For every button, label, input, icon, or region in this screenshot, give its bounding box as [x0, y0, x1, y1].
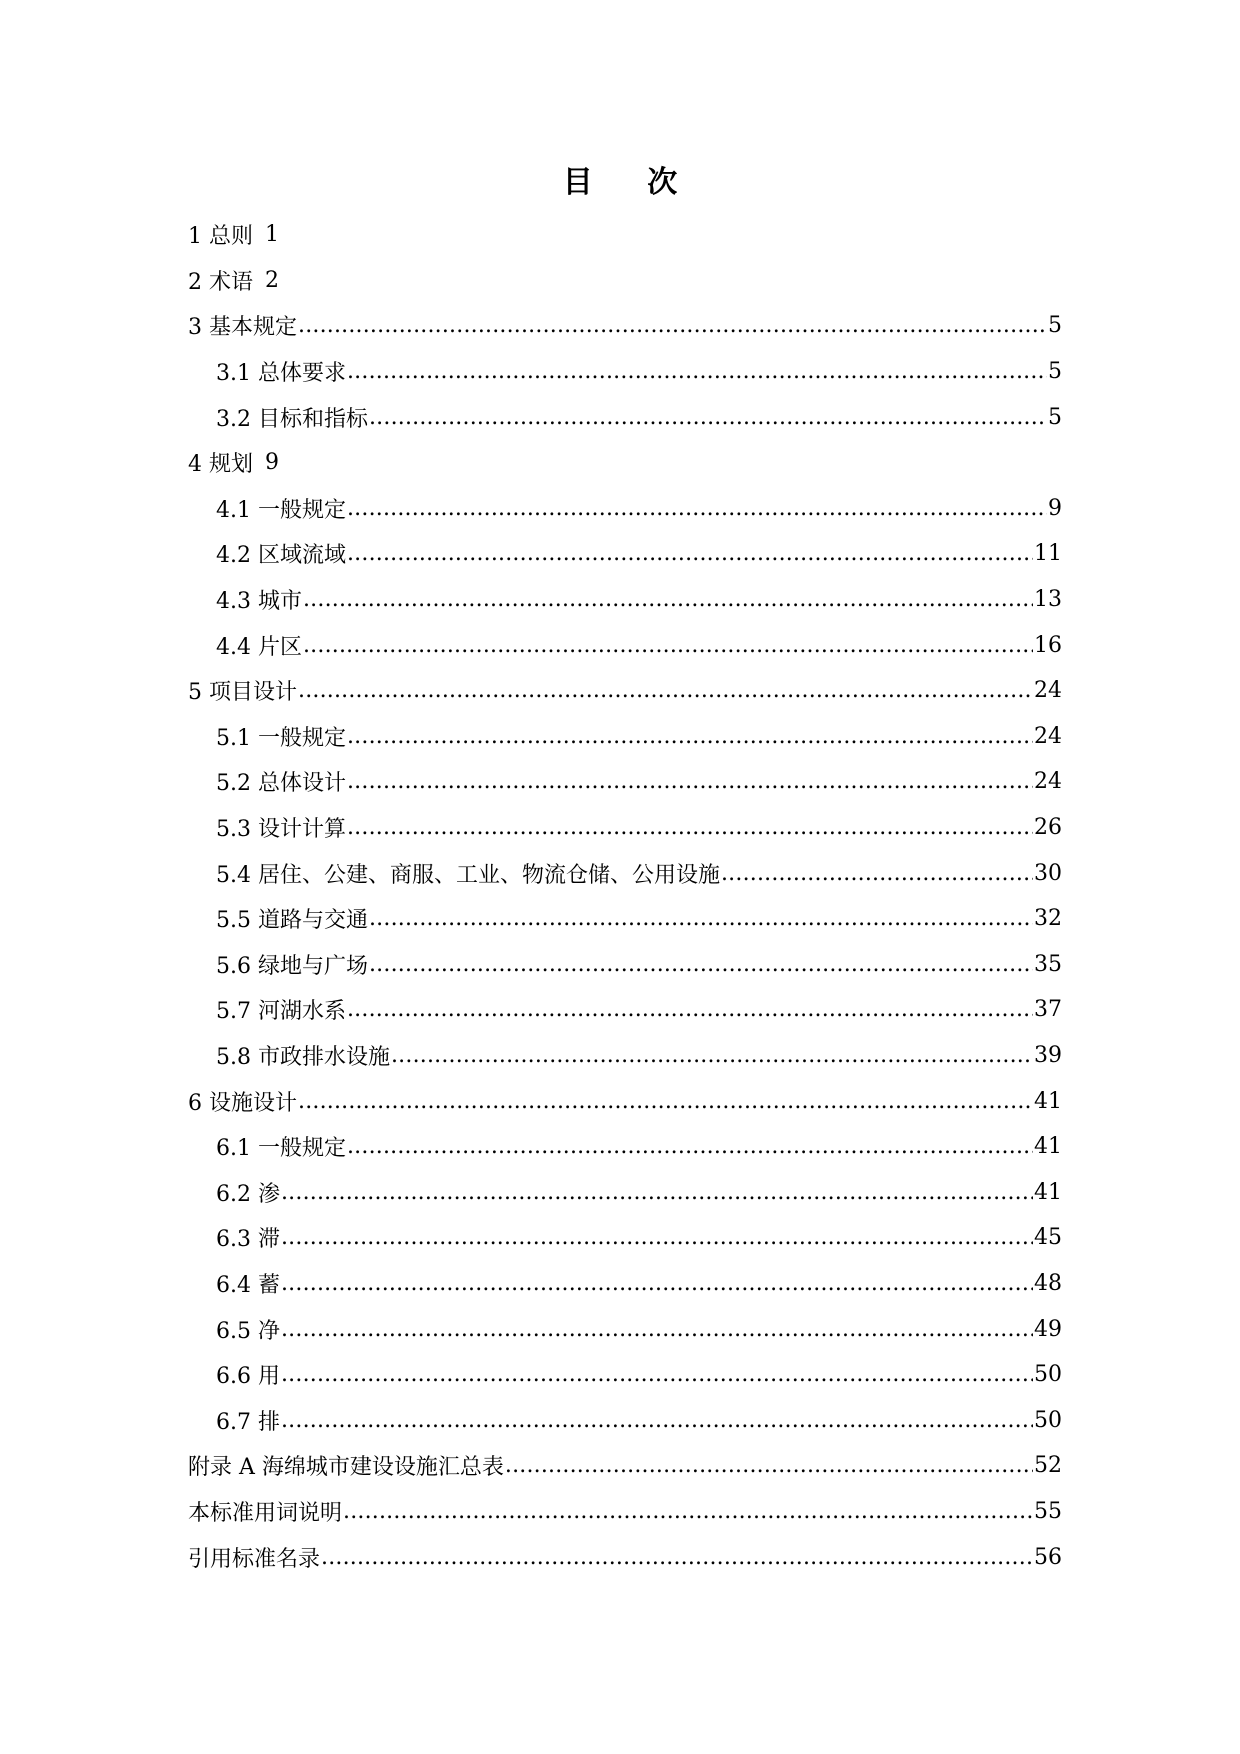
- toc-entry[interactable]: [188, 805, 1062, 851]
- toc-entry[interactable]: [188, 1534, 1062, 1580]
- toc-entry-label: 附录 A 海绵城市建设设施汇总表: [188, 1455, 504, 1481]
- toc-entry-page-number: 1: [265, 222, 279, 248]
- toc-entry-page-number: 41: [1034, 1134, 1062, 1160]
- toc-entry-label: 6 设施设计: [188, 1090, 297, 1116]
- toc-entry-page-number: 16: [1034, 632, 1062, 658]
- toc-entry-label: 5.6 绿地与广场: [216, 953, 368, 979]
- toc-entry-label: 5.1 一般规定: [216, 725, 346, 751]
- toc-entry-label: 引用标准名录: [188, 1546, 321, 1572]
- toc-entry[interactable]: [188, 212, 1062, 258]
- toc-entry[interactable]: [188, 349, 1062, 395]
- toc-entry[interactable]: [188, 303, 1062, 349]
- toc-entry-page-number: 5: [1048, 404, 1062, 430]
- toc-entry-page-number: 5: [1048, 313, 1062, 339]
- toc-entry-page-number: 9: [1048, 495, 1062, 521]
- toc-entry[interactable]: [188, 1261, 1062, 1307]
- toc-entry[interactable]: [188, 714, 1062, 760]
- toc-dot-leader: [369, 906, 1033, 931]
- toc-dot-leader: [281, 1362, 1033, 1387]
- toc-entry-page-number: 39: [1034, 1042, 1062, 1068]
- toc-dot-leader: [321, 1545, 1033, 1570]
- toc-entry-label: 6.6 用: [216, 1364, 280, 1390]
- toc-dot-leader: [347, 724, 1033, 749]
- page-title: 目 次: [562, 165, 700, 200]
- toc-entry-label: 5.5 道路与交通: [216, 908, 368, 934]
- toc-entry-page-number: 50: [1034, 1362, 1062, 1388]
- toc-entry-label: 6.5 净: [216, 1318, 280, 1344]
- toc-entry-label: 2 术语: [188, 269, 253, 295]
- toc-entry[interactable]: [188, 1397, 1062, 1443]
- toc-entry-page-number: 37: [1034, 997, 1062, 1023]
- toc-entry-label: 4.2 区域流域: [216, 543, 346, 569]
- toc-entry[interactable]: [188, 942, 1062, 988]
- toc-entry-page-number: 30: [1034, 860, 1062, 886]
- toc-entry[interactable]: [188, 622, 1062, 668]
- toc-entry-label: 6.2 渗: [216, 1181, 280, 1207]
- toc-entry-label: 4 规划: [188, 452, 253, 478]
- toc-entry[interactable]: [188, 394, 1062, 440]
- toc-dot-leader: [303, 633, 1033, 658]
- toc-entry-page-number: 24: [1034, 769, 1062, 795]
- toc-entry-label: 6.1 一般规定: [216, 1136, 346, 1162]
- toc-entry-label: 5.2 总体设计: [216, 771, 346, 797]
- toc-entry-label: 3.1 总体要求: [216, 361, 346, 387]
- toc-entry-page-number: 11: [1034, 541, 1062, 567]
- toc-dot-leader: [505, 1453, 1033, 1478]
- toc-entry-page-number: 24: [1034, 723, 1062, 749]
- toc-entry-label: 5.4 居住、公建、商服、工业、物流仓储、公用设施: [216, 862, 720, 888]
- toc-entry-label: 5.8 市政排水设施: [216, 1044, 390, 1070]
- toc-entry-page-number: 49: [1034, 1316, 1062, 1342]
- toc-entry[interactable]: [188, 258, 1062, 304]
- toc-entry[interactable]: [188, 1124, 1062, 1170]
- toc-dot-leader: [347, 769, 1033, 794]
- toc-entry-label: 4.4 片区: [216, 634, 302, 660]
- toc-entry[interactable]: [188, 850, 1062, 896]
- toc-dot-leader: [391, 1043, 1033, 1068]
- toc-entry[interactable]: [188, 1443, 1062, 1489]
- toc-entry[interactable]: [188, 577, 1062, 623]
- toc-entry-page-number: 32: [1034, 906, 1062, 932]
- toc-dot-leader: [369, 952, 1033, 977]
- toc-dot-leader: [298, 313, 1047, 338]
- toc-dot-leader: [281, 1317, 1033, 1342]
- toc-entry[interactable]: [188, 440, 1062, 486]
- toc-dot-leader: [343, 1499, 1033, 1524]
- toc-entry-label: 本标准用词说明: [188, 1500, 343, 1526]
- toc-dot-leader: [298, 1089, 1033, 1114]
- toc-entry-page-number: 56: [1034, 1544, 1062, 1570]
- toc-dot-leader: [721, 861, 1033, 886]
- toc-dot-leader: [281, 1408, 1033, 1433]
- toc-entry[interactable]: [188, 486, 1062, 532]
- toc-dot-leader: [347, 541, 1033, 566]
- toc-dot-leader: [347, 496, 1047, 521]
- toc-entry[interactable]: [188, 1078, 1062, 1124]
- toc-dot-leader: [281, 1180, 1033, 1205]
- toc-dot-leader: [347, 1134, 1033, 1159]
- toc-entry-label: 5.3 设计计算: [216, 817, 346, 843]
- toc-entry-page-number: 9: [265, 450, 279, 476]
- toc-dot-leader: [298, 678, 1033, 703]
- toc-entry[interactable]: [188, 896, 1062, 942]
- toc-entry[interactable]: [188, 759, 1062, 805]
- toc-dot-leader: [347, 815, 1033, 840]
- toc-dot-leader: [347, 997, 1033, 1022]
- toc-dot-leader: [281, 1271, 1033, 1296]
- toc-entry[interactable]: [188, 1169, 1062, 1215]
- toc-entry-label: 4.3 城市: [216, 589, 302, 615]
- toc-entry[interactable]: [188, 531, 1062, 577]
- toc-entry-label: 3 基本规定: [188, 315, 297, 341]
- toc-entry-label: 5.7 河湖水系: [216, 999, 346, 1025]
- toc-entry-page-number: 48: [1034, 1270, 1062, 1296]
- toc-entry-page-number: 52: [1034, 1453, 1062, 1479]
- toc-dot-leader: [303, 587, 1033, 612]
- toc-entry-page-number: 35: [1034, 951, 1062, 977]
- toc-entry[interactable]: [188, 1489, 1062, 1535]
- toc-entry[interactable]: [188, 668, 1062, 714]
- toc-entry[interactable]: [188, 987, 1062, 1033]
- toc-entry-label: 6.7 排: [216, 1409, 280, 1435]
- toc-entry[interactable]: [188, 1352, 1062, 1398]
- toc-entry-label: 1 总则: [188, 224, 253, 250]
- toc-dot-leader: [281, 1225, 1033, 1250]
- toc-entry-page-number: 50: [1034, 1407, 1062, 1433]
- toc-entry-page-number: 5: [1048, 359, 1062, 385]
- toc-entry-label: 6.4 蓄: [216, 1272, 280, 1298]
- toc-entry-label: 6.3 滞: [216, 1227, 280, 1253]
- toc-entry[interactable]: [188, 1215, 1062, 1261]
- toc-entry-page-number: 41: [1034, 1088, 1062, 1114]
- toc-entry[interactable]: [188, 1033, 1062, 1079]
- toc-dot-leader: [369, 405, 1047, 430]
- toc-entry-page-number: 13: [1034, 587, 1062, 613]
- toc-dot-leader: [347, 359, 1047, 384]
- toc-entry[interactable]: [188, 1306, 1062, 1352]
- toc-entry-label: 3.2 目标和指标: [216, 406, 368, 432]
- toc-entry-page-number: 41: [1034, 1179, 1062, 1205]
- toc-entry-page-number: 45: [1034, 1225, 1062, 1251]
- toc-entry-page-number: 26: [1034, 815, 1062, 841]
- toc-entry-page-number: 2: [265, 267, 279, 293]
- table-of-contents: [188, 212, 1062, 1580]
- toc-entry-page-number: 24: [1034, 678, 1062, 704]
- toc-entry-label: 5 项目设计: [188, 680, 297, 706]
- toc-entry-page-number: 55: [1034, 1498, 1062, 1524]
- toc-entry-label: 4.1 一般规定: [216, 497, 346, 523]
